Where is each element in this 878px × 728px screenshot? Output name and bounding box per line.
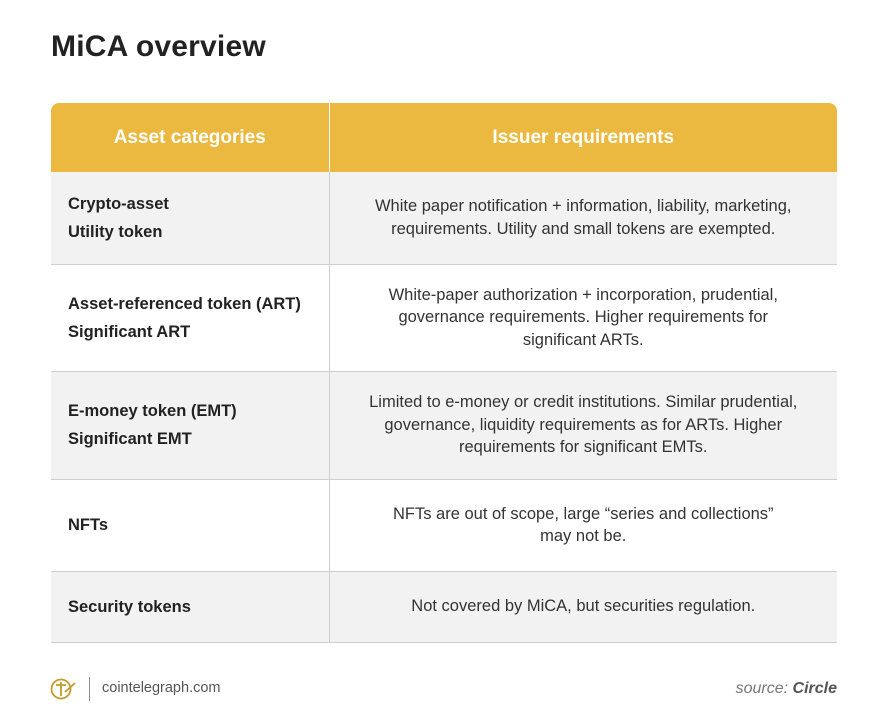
requirements-line: significant ARTs. <box>522 330 644 349</box>
source-label: source: <box>735 680 789 697</box>
category-cell <box>51 479 329 571</box>
requirements-line: White-paper authorization + incorporation, prudential, <box>388 285 778 304</box>
header-asset-categories: Asset categories <box>51 103 329 172</box>
requirements-cell <box>329 571 837 642</box>
category-cell <box>51 172 329 264</box>
mica-overview-table <box>51 103 837 643</box>
table-row-emt <box>51 371 837 479</box>
table-header-row <box>51 103 837 172</box>
table-row-security-tokens <box>51 571 837 642</box>
requirements-cell <box>329 479 837 571</box>
footer-site-link[interactable]: cointelegraph.com <box>102 680 221 696</box>
category-line: Utility token <box>68 222 163 241</box>
category-line: Significant EMT <box>68 430 192 448</box>
category-line: Crypto-asset <box>68 194 169 213</box>
table-row-crypto-asset <box>51 172 837 264</box>
requirements-cell <box>329 371 837 479</box>
requirements-line: requirements. Utility and small tokens are exempted. <box>391 219 776 238</box>
requirements-line: Limited to e-money or credit institutions. Similar prudential, <box>369 393 798 412</box>
requirements-line: governance, liquidity requirements as for ARTs. Higher <box>384 415 783 434</box>
requirements-cell <box>329 172 837 264</box>
table-row-art <box>51 264 837 371</box>
category-line: E-money token (EMT) <box>68 402 237 420</box>
category-line: NFTs <box>68 516 109 534</box>
requirements-line: may not be. <box>540 527 627 545</box>
category-cell <box>51 571 329 642</box>
requirements-line: White paper notification + information, liability, marketing, <box>374 197 792 216</box>
footer-source <box>736 680 837 698</box>
requirements-line: governance requirements. Higher requirements for <box>398 308 769 327</box>
header-issuer-requirements: Issuer requirements <box>329 103 837 172</box>
category-line: Significant ART <box>68 322 191 341</box>
category-line: Asset-referenced token (ART) <box>68 294 301 313</box>
requirements-line: requirements for significant EMTs. <box>458 438 708 457</box>
page-title: MiCA overview <box>51 30 266 63</box>
category-cell <box>51 371 329 479</box>
requirements-cell <box>329 264 837 371</box>
category-cell <box>51 264 329 371</box>
requirements-line: Not covered by MiCA, but securities regulation. <box>411 597 756 616</box>
requirements-line: NFTs are out of scope, large “series and collections” <box>392 504 774 523</box>
table-row-nfts <box>51 479 837 571</box>
cointelegraph-logo-icon <box>50 677 76 701</box>
footer-divider <box>89 677 90 701</box>
source-name: Circle <box>792 680 837 697</box>
category-line: Security tokens <box>68 597 191 616</box>
